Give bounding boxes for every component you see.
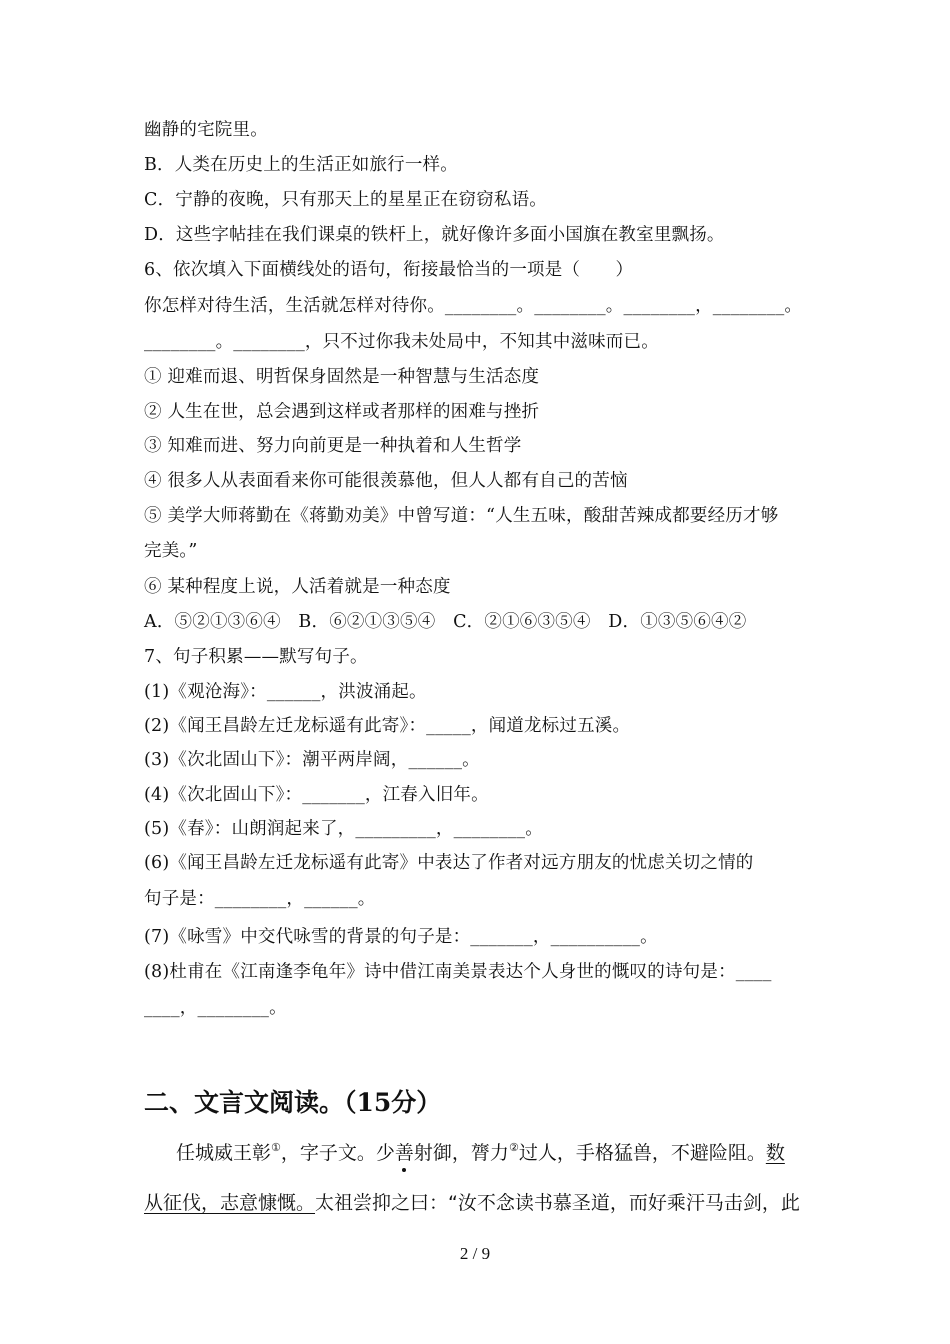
option-item: ③ 知难而进、努力向前更是一种执着和人生哲学 [144, 436, 522, 456]
underlined-sentence: 从征伐，志意慷慨。 [144, 1192, 316, 1214]
option-item: ① 迎难而退、明哲保身固然是一种智慧与生活态度 [144, 367, 540, 387]
page-number: 2 / 9 [459, 1244, 491, 1263]
fill-blank-item: (4)《次北固山下》：_______，江春入旧年。 [144, 785, 489, 805]
passage-text: 过人，手格猛兽，不避险阻。 [518, 1142, 766, 1164]
footnote-marker: ② [508, 1141, 519, 1154]
fill-blank-item: (1)《观沧海》：______，洪波涌起。 [144, 682, 427, 702]
passage-text: 任城威王彰 [176, 1142, 272, 1164]
text-line: 你怎样对待生活，生活就怎样对待你。________。________。________，________。 [144, 296, 803, 316]
option-item: ⑥ 某种程度上说，人活着就是一种态度 [144, 577, 451, 597]
text-line: ____，________。 [144, 998, 287, 1018]
text-line: B．人类在历史上的生活正如旅行一样。 [144, 155, 458, 175]
fill-blank-item: (5)《春》：山朗润起来了，_________，________。 [144, 819, 543, 839]
text-line: 句子是：________，______。 [144, 889, 376, 909]
question-7-stem: 7、句子积累——默写句子。 [144, 647, 368, 667]
text-line: C．宁静的夜晚，只有那天上的星星正在窃窃私语。 [144, 190, 547, 210]
text-line: 完美。” [144, 541, 198, 561]
passage-text: 太祖尝抑之曰：“汝不念读书慕圣道，而好乘汗马击剑，此 [315, 1192, 800, 1214]
text-line: ________。________，只不过你我未处局中，不知其中滋味而已。 [144, 332, 659, 352]
text-line: 幽静的宅院里。 [144, 120, 268, 140]
passage-line-1 [176, 1140, 785, 1166]
section-heading: 二、文言文阅读。（15分） [144, 1088, 442, 1117]
text-line: D．这些字帖挂在我们课桌的铁杆上，就好像许多面小国旗在教室里飘扬。 [144, 225, 725, 245]
footnote-marker: ① [271, 1141, 281, 1154]
fill-blank-item: (2)《闻王昌龄左迁龙标遥有此寄》：_____，闻道龙标过五溪。 [144, 716, 631, 736]
fill-blank-item: (8)杜甫在《江南逢李龟年》诗中借江南美景表达个人身世的慨叹的诗句是：____ [144, 962, 772, 982]
option-item: ⑤ 美学大师蒋勤在《蒋勤劝美》中曾写道：“人生五味，酸甜苦辣成都要经历才够 [144, 506, 779, 526]
underlined-sentence: 数 [765, 1142, 785, 1164]
fill-blank-item: (7)《咏雪》中交代咏雪的背景的句子是：_______，__________。 [144, 927, 658, 947]
option-item: ④ 很多人从表面看来你可能很羡慕他，但人人都有自己的苦恼 [144, 471, 628, 491]
passage-text: ，字子文。少 [280, 1142, 395, 1164]
option-item: ② 人生在世，总会遇到这样或者那样的困难与挫折 [144, 402, 540, 422]
fill-blank-item: (6)《闻王昌龄左迁龙标遥有此寄》中表达了作者对远方朋友的忧虑关切之情的 [144, 853, 754, 873]
fill-blank-item: (3)《次北固山下》：潮平两岸阔，______。 [144, 750, 480, 770]
answer-choices: A．⑤②①③⑥④ B．⑥②①③⑤④ C．②①⑥③⑤④ D．①③⑤⑥④② [144, 612, 747, 632]
emphasis-dotted-char: 善 [394, 1142, 414, 1164]
passage-line-2 [144, 1190, 800, 1216]
question-6-stem: 6、依次填入下面横线处的语句，衔接最恰当的一项是（ ） [144, 260, 634, 280]
passage-text: 射御，膂力 [413, 1142, 509, 1164]
